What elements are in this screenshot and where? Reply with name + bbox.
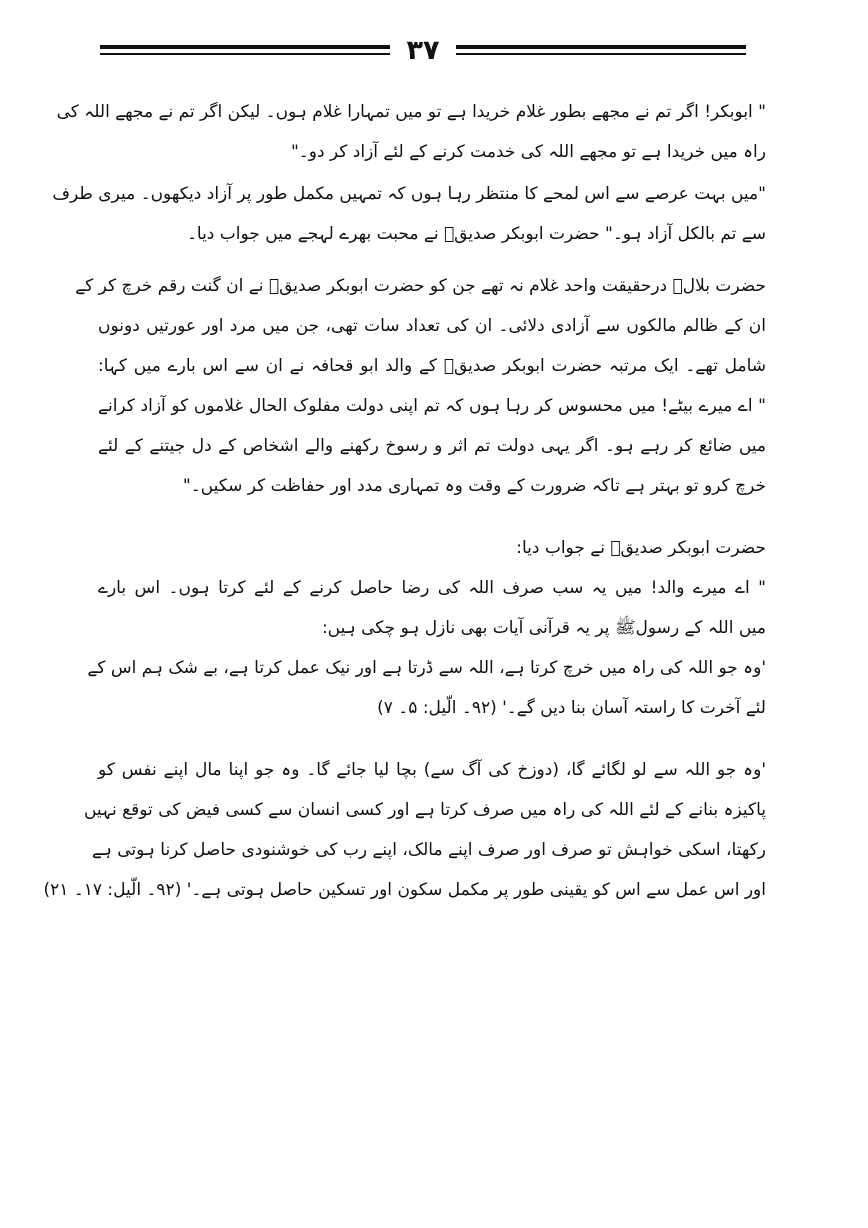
text-line: 'وہ جو اللہ سے لو لگائے گا، (دوزخ کی آگ سے) بچا لیا جائے گا۔ وہ جو اپنا مال اپنے نفس کو <box>98 760 766 780</box>
text-line: لئے آخرت کا راستہ آسان بنا دیں گے۔' (۹۲۔ الّیل: ۵۔ ۷) <box>377 698 766 718</box>
page-header <box>100 36 746 66</box>
text-line: سے تم بالکل آزاد ہو۔" حضرت ابوبکر صدیقؓ نے محبت بھرے لہجے میں جواب دیا۔ <box>186 224 766 244</box>
text-line: " ابوبکر! اگر تم نے مجھے بطور غلام خریدا ہے تو میں تمہارا غلام ہوں۔ لیکن اگر تم نے مجھے اللہ کی <box>56 102 766 122</box>
text-line: حضرت بلالؓ درحقیقت واحد غلام نہ تھے جن کو حضرت ابوبکر صدیقؓ نے ان گنت رقم خرچ کر کے <box>75 276 766 296</box>
paragraph-quran-verses <box>43 750 766 910</box>
text-line: میں ضائع کر رہے ہو۔ اگر یہی دولت تم اثر و رسوخ رکھنے والے اشخاص کے دل جیتنے کے لئے <box>98 436 766 456</box>
text-line: 'وہ جو اللہ کی راہ میں خرچ کرتا ہے، اللہ سے ڈرتا ہے اور نیک عمل کرتا ہے، بے شک ہم اس کے <box>87 658 766 678</box>
text-line: شامل تھے۔ ایک مرتبہ حضرت ابوبکر صدیقؓ کے والد ابو قحافہ نے ان سے اس بارے میں کہا: <box>98 356 766 376</box>
paragraph-abu-bakr-quote <box>56 92 766 172</box>
text-line: " اے میرے والد! میں یہ سب صرف اللہ کی رضا حاصل کرنے کے لئے کرتا ہوں۔ اس بارے <box>98 578 766 598</box>
text-line: خرچ کرو تو بہتر ہے تاکہ ضرورت کے وقت وہ تمہاری مدد اور حفاظت کر سکیں۔" <box>182 476 766 496</box>
page-body <box>43 92 766 910</box>
text-line: راہ میں خریدا ہے تو مجھے اللہ کی خدمت کرنے کے لئے آزاد کر دو۔" <box>290 142 766 162</box>
text-line: رکھتا، اسکی خواہش تو صرف اور صرف اپنے مالک، اپنے رب کی خوشنودی حاصل کرنا ہوتی ہے <box>91 840 766 860</box>
text-line: "میں بہت عرصے سے اس لمحے کا منتظر رہا ہوں کہ تمہیں مکمل طور پر آزاد دیکھوں۔ میری طرف <box>52 184 766 204</box>
header-rule-left <box>100 45 390 57</box>
text-line: " اے میرے بیٹے! میں محسوس کر رہا ہوں کہ تم اپنی دولت مفلوک الحال غلاموں کو آزاد کرانے <box>98 396 766 416</box>
paragraph-reply <box>52 174 766 254</box>
text-line: پاکیزہ بنانے کے لئے اللہ کی راہ میں صرف کرتا ہے اور کسی انسان سے کسی فیض کی توقع نہیں <box>83 800 766 820</box>
text-line: اور اس عمل سے اس کو یقینی طور پر مکمل سکون اور تسکین حاصل ہوتی ہے۔' (۹۲۔ الّیل: ۱۷۔ ۲۱) <box>43 880 766 900</box>
text-line: میں اللہ کے رسولﷺ پر یہ قرآنی آیات بھی نازل ہو چکی ہیں: <box>321 618 766 638</box>
text-line: حضرت ابوبکر صدیقؓ نے جواب دیا: <box>516 538 766 558</box>
paragraph-freed-slaves <box>75 266 766 506</box>
page-number: ۳۷ <box>406 35 440 66</box>
header-rule-right <box>456 45 746 57</box>
text-line: ان کے ظالم مالکوں سے آزادی دلائی۔ ان کی تعداد سات تھی، جن میں مرد اور عورتیں دونوں <box>98 316 766 336</box>
paragraph-answer <box>87 528 766 728</box>
